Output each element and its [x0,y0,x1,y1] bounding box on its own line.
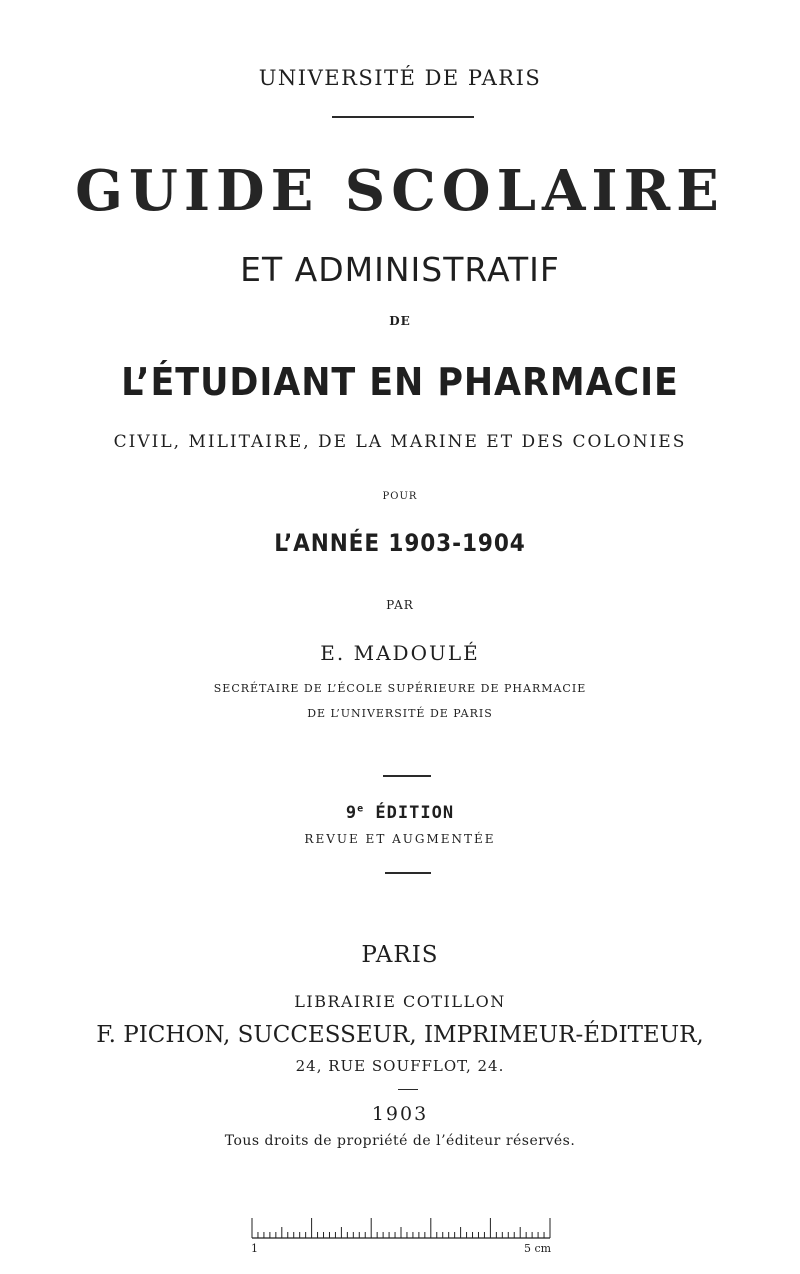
subtitle-administratif: ET ADMINISTRATIF [240,250,560,289]
subtitle-pour: POUR [382,491,418,502]
imprint-publisher: F. PICHON, SUCCESSEUR, IMPRIMEUR-ÉDITEUR, [96,1022,704,1048]
imprint-bookshop: LIBRAIRIE COTILLON [294,992,506,1011]
edition-note: REVUE ET AUGMENTÉE [304,832,496,846]
institution-heading: UNIVERSITÉ DE PARIS [258,66,542,90]
imprint-year: 1903 [371,1103,429,1125]
edition-number: 9 [345,803,358,823]
author-name: E. MADOULÉ [320,641,480,665]
divider-rule [383,775,431,777]
imprint-city: PARIS [361,942,439,968]
edition-superscript: e [357,803,365,815]
author-role-line2: DE L’UNIVERSITÉ DE PARIS [307,707,493,720]
author-role-line1: SECRÉTAIRE DE L’ÉCOLE SUPÉRIEURE DE PHARMACIE [213,682,587,695]
subtitle-scope: CIVIL, MILITAIRE, DE LA MARINE ET DES COLONIES [113,432,687,452]
divider-rule [332,116,474,118]
divider-rule [385,872,431,874]
imprint-rights: Tous droits de propriété de l’éditeur réservés. [224,1133,576,1149]
imprint-address: 24, RUE SOUFFLOT, 24. [295,1057,505,1075]
subtitle-de: DE [389,314,411,328]
author-by: PAR [386,598,414,612]
scale-end-label: 5 cm [524,1242,552,1255]
main-title: GUIDE SCOLAIRE [75,158,725,224]
edition-heading [0,803,800,823]
subtitle-etudiant: L’ÉTUDIANT EN PHARMACIE [121,360,679,404]
edition-label: ÉDITION [364,803,455,823]
subtitle-year: L’ANNÉE 1903-1904 [274,529,526,557]
scale-start-label: 1 [251,1242,258,1255]
scale-bar [250,1212,554,1260]
divider-rule [398,1089,418,1090]
